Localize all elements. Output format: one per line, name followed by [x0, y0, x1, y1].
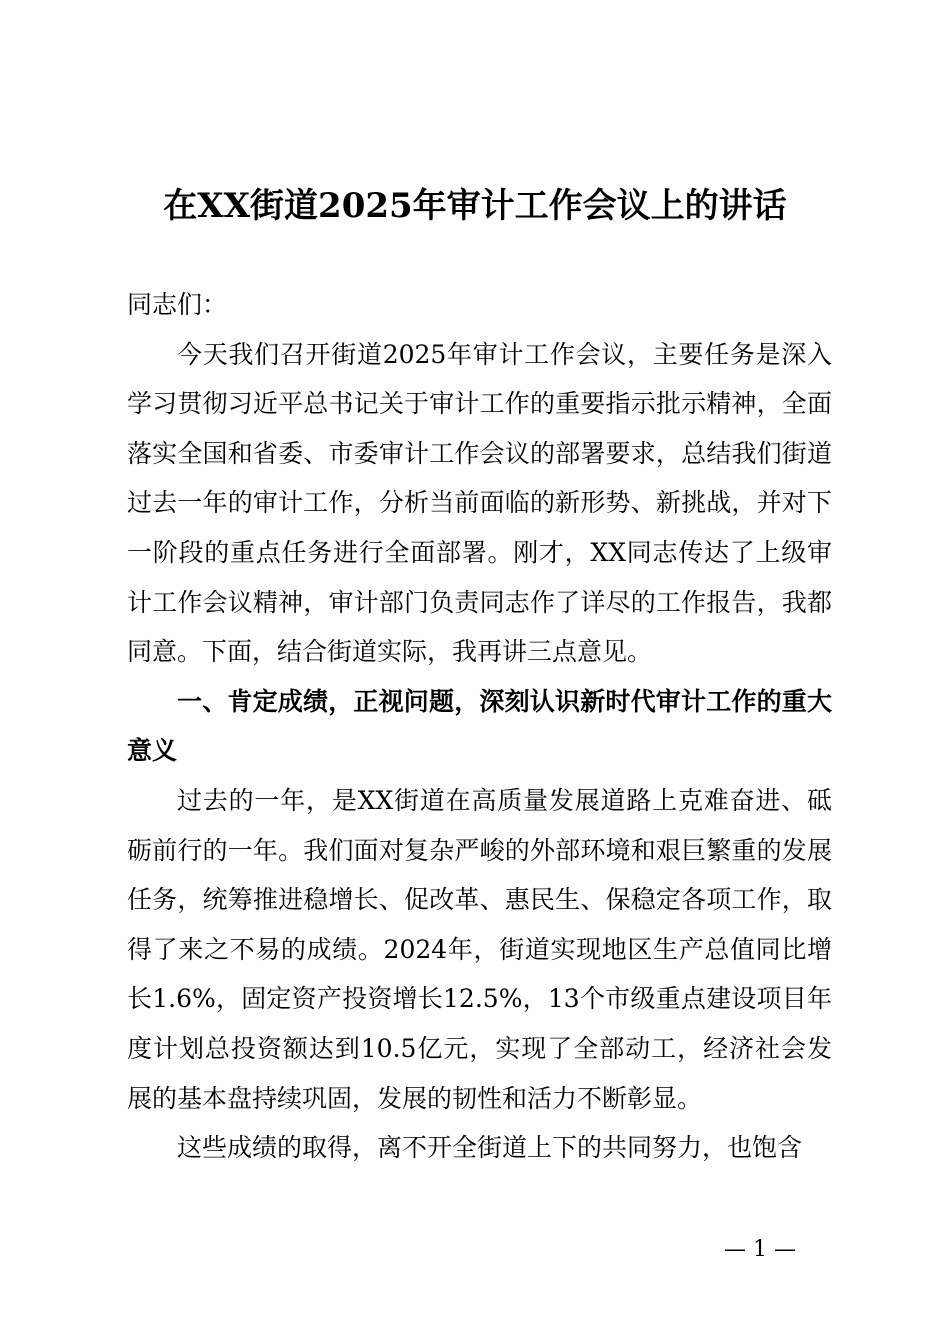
- page-number: — 1 —: [724, 1237, 796, 1262]
- paragraph-achievements: 过去的一年，是XX街道在高质量发展道路上克难奋进、砥砺前行的一年。我们面对复杂严峻的外部环境和艰巨繁重的发展任务，统筹推进稳增长、促改革、惠民生、保稳定各项工作，取得了来之不易的成绩。2024年，街道实现地区生产总值同比增长1.6%，固定资产投资增长12.5%，13个市级重点建设项目年度计划总投资额达到10.5亿元，实现了全部动工，经济社会发展的基本盘持续巩固，发展的韧性和活力不断彰显。: [127, 785, 832, 1113]
- document-body: [127, 280, 832, 1173]
- salutation: 同志们：: [127, 290, 228, 319]
- page-title: 在XX街道2025年审计工作会议上的讲话: [163, 186, 787, 226]
- paragraph-continued: 这些成绩的取得，离不开全街道上下的共同努力，也饱含: [177, 1133, 803, 1163]
- paragraph-intro: 今天我们召开街道2025年审计工作会议，主要任务是深入学习贯彻习近平总书记关于审计工作的重要指示批示精神，全面落实全国和省委、市委审计工作会议的部署要求，总结我们街道过去一年的审计工作，分析当前面临的新形势、新挑战，并对下一阶段的重点任务进行全面部署。刚才，XX同志传达了上级审计工作会议精神，审计部门负责同志作了详尽的工作报告，我都同意。下面，结合街道实际，我再讲三点意见。: [127, 339, 832, 667]
- section-heading-1: 一、肯定成绩，正视问题，深刻认识新时代审计工作的重大意义: [127, 686, 832, 766]
